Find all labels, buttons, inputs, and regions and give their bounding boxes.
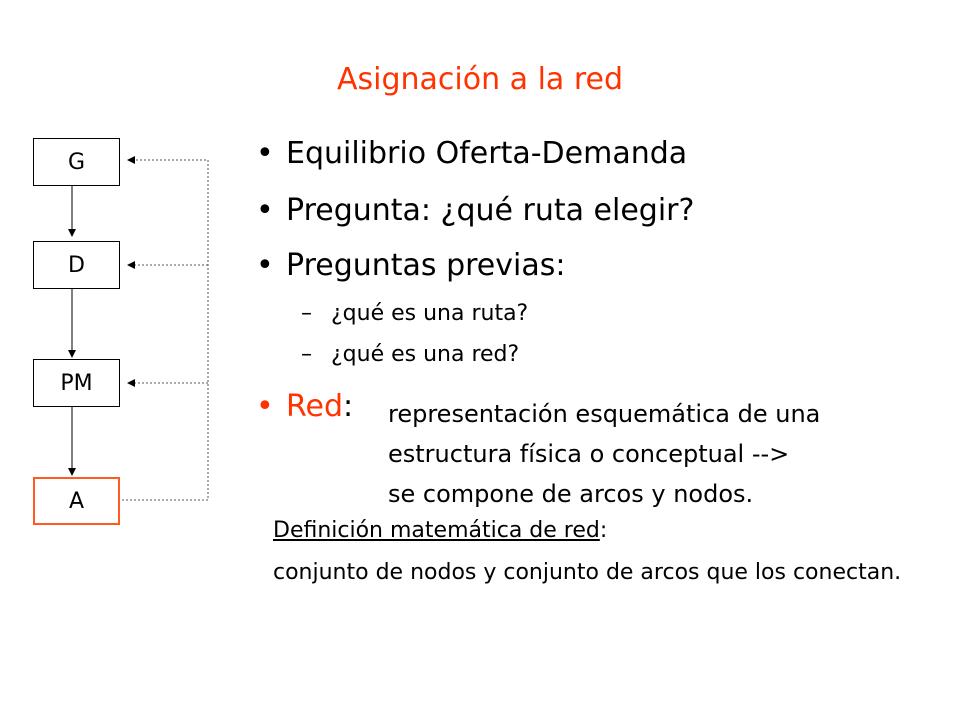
bullet-text: Equilibrio Oferta-Demanda bbox=[286, 136, 688, 171]
bullet-item bbox=[256, 193, 695, 228]
definition-line: se compone de arcos y nodos. bbox=[388, 480, 754, 508]
subbullet-dash: – bbox=[301, 301, 312, 326]
definition-line: representación esquemática de una bbox=[388, 400, 821, 428]
bullet-dot: • bbox=[256, 389, 274, 424]
flow-box-g: G bbox=[33, 138, 120, 186]
bullet-dot: • bbox=[256, 136, 274, 171]
definition-line: estructura física o conceptual --> bbox=[388, 440, 790, 468]
flow-box-d: D bbox=[33, 241, 120, 289]
bullet-item bbox=[256, 248, 566, 283]
bullet-red bbox=[256, 389, 354, 424]
math-title-colon: : bbox=[599, 518, 608, 543]
red-definition bbox=[388, 394, 928, 514]
subbullet-item bbox=[301, 301, 529, 326]
bullet-dot: • bbox=[256, 193, 274, 228]
math-definition-body: conjunto de nodos y conjunto de arcos que los conectan. bbox=[273, 560, 902, 585]
bullet-dot: • bbox=[256, 248, 274, 283]
math-title-text: Definición matemática de red bbox=[273, 518, 600, 543]
red-term: Red bbox=[286, 389, 343, 424]
subbullet-dash: – bbox=[301, 342, 312, 367]
subbullet-text: ¿qué es una red? bbox=[331, 342, 520, 367]
bullet-text: Preguntas previas: bbox=[286, 248, 566, 283]
slide-title: Asignación a la red bbox=[336, 62, 623, 97]
flow-box-a: A bbox=[33, 477, 120, 525]
feedback-loop bbox=[122, 160, 208, 500]
subbullet-item bbox=[301, 342, 520, 367]
subbullet-text: ¿qué es una ruta? bbox=[331, 301, 529, 326]
red-colon: : bbox=[343, 389, 354, 424]
bullet-text: Pregunta: ¿qué ruta elegir? bbox=[286, 193, 695, 228]
math-definition-title bbox=[273, 518, 607, 543]
flow-box-pm: PM bbox=[33, 359, 120, 407]
bullet-item bbox=[256, 136, 688, 171]
